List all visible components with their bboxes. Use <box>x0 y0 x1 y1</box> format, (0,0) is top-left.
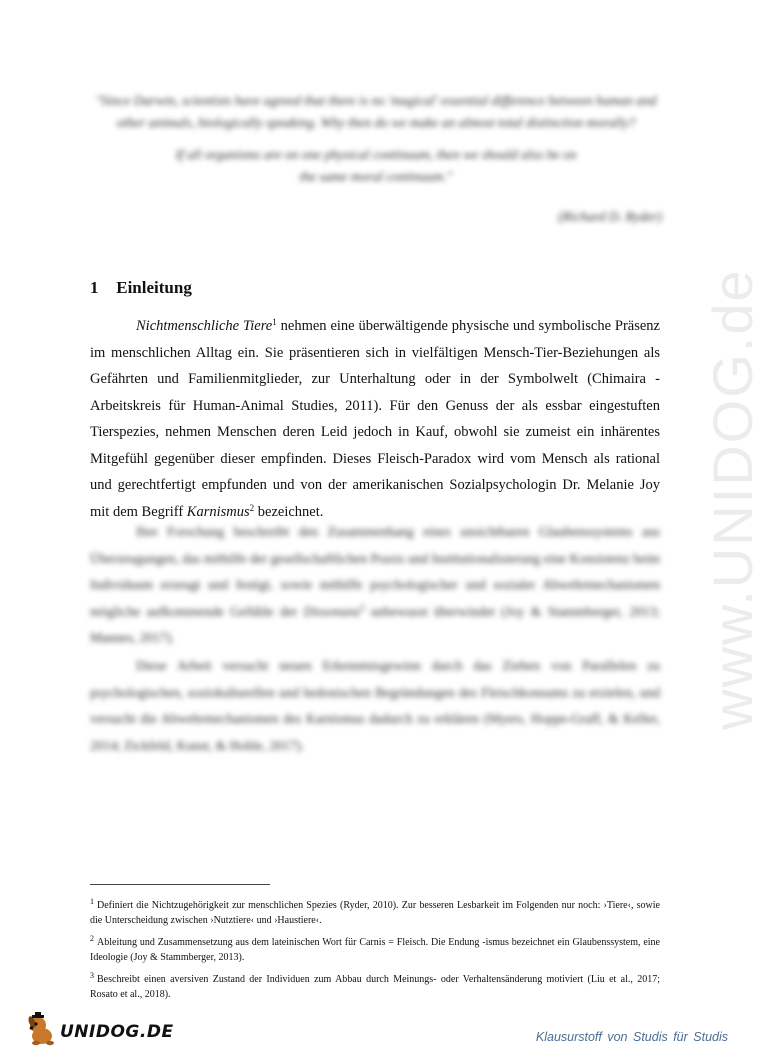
footnote-ref-1: 1 <box>272 317 277 327</box>
section-number: 1 <box>90 278 99 297</box>
term-karnismus: Karnismus <box>186 503 250 520</box>
paragraph-1 <box>90 313 660 525</box>
footnote-1-text: Definiert die Nichtzugehörigkeit zur menschlichen Spezies (Ryder, 2010). Zur besseren Lesbarkeit im Folgenden nur noch: ›Tiere‹, sowie die Unterscheidung zwischen ›Nutztiere‹ und ›Haustiere‹. <box>90 900 660 926</box>
footnotes <box>90 895 660 1006</box>
footnote-divider <box>90 884 270 885</box>
footnote-2-text: Ableitung und Zusammensetzung aus dem lateinischen Wort für Carnis = Fleisch. Die Endung -ismus bezeichnet ein Glaubenssystem, eine Ideologie (Joy & Stammberger, 2013). <box>90 937 660 963</box>
paragraph-3: Diese Arbeit versucht neuen Erkenntnisgewinn durch das Ziehen von Parallelen zu psychologischen, soziokulturellen und hedonischen Begründungen des Fleischkonsums zu erzielen, und versucht die Abwehrmechanismen des Karnismus dadurch zu erklären (Myers, Hoppe-Graff, & Keller, 2014; Zickfeld, Kunst, & Hohle, 2017). <box>90 658 660 753</box>
dog-mascot-icon <box>24 1012 60 1048</box>
epigraph-author: (Richard D. Ryder) <box>558 209 662 224</box>
watermark: www.UNIDOG.de <box>701 268 764 730</box>
paragraph-2 <box>90 519 660 652</box>
footnote-2-number: 2 <box>90 934 94 943</box>
footer-tagline: Klausurstoff von Studis für Studis <box>535 1030 728 1044</box>
paragraph-1-text-a: nehmen eine überwältigende physische und symbolische Präsenz im menschlichen Alltag ein. Sie präsentieren sich in vielfältigen Mensch-Tier-Beziehungen als Gefährten und Familienmitglieder, zur Unterhaltung oder in der Symbolwelt (Chimaira - Arbeitskreis für Human-Animal Studies, 2011). Für den Genuss der als essbar eingestuften Tierspezies, nehmen Menschen deren Leid jedoch in Kauf, obwohl sie zumeist ein inhärentes Mitgefühl gegenüber dieser empfinden. Dieses Fleisch-Paradox wird vom Mensch als rational und gerechtfertigt empfunden und von der amerikanischen Sozialpsychologin Dr. Melanie Joy mit dem Begriff <box>90 318 660 520</box>
paragraph-2-text-b: unbewusst überwindet (Joy & Stammberger, 2013; Mannes, 2017). <box>90 603 660 645</box>
section-title: Einleitung <box>116 278 192 297</box>
footnote-2 <box>90 932 660 965</box>
footnote-1 <box>90 895 660 928</box>
epigraph-quote-2: If all organisms are on one physical continuum, then we should also be on the same moral continuum." <box>175 147 577 184</box>
footnote-ref-3: 3 <box>359 602 365 613</box>
unidog-logo[interactable] <box>24 1010 174 1050</box>
footnote-3-text: Beschreibt einen aversiven Zustand der Individuen zum Abbau durch Meinungs- oder Verhaltensänderung motiviert (Liu et al., 2017; Rosato et al., 2018). <box>90 974 660 1000</box>
epigraph <box>88 90 664 224</box>
epigraph-quote-1: "Since Darwin, scientists have agreed that there is no 'magical' essential difference between human and other animals, biologically speaking. Why then do we make an almost total distinction morally? <box>95 93 657 130</box>
logo-text: UNIDOG.DE <box>60 1022 174 1042</box>
paragraph-2-text-a: Ihre Forschung beschreibt den Zusammenhang eines unsichtbaren Glaubenssystems aus Überzeugungen, das mithilfe der gesellschaftlichen Praxis und Institutionalisierung eine Konsistenz beim Individuum erzeugt und festigt, sowie mithilfe psychologischer und sozialer Abwehrmechanismen mögliche aufkommende Gefühle der <box>90 524 660 619</box>
section-heading <box>90 278 192 298</box>
term-dissonanz: Dissonanz <box>303 603 360 619</box>
term-nichtmenschliche-tiere: Nichtmenschliche Tiere <box>136 318 273 334</box>
footnote-3 <box>90 969 660 1002</box>
footnote-3-number: 3 <box>90 971 94 980</box>
paragraph-1-text-b: bezeichnet. <box>254 503 324 520</box>
footnote-ref-2: 2 <box>249 502 255 513</box>
footnote-1-number: 1 <box>90 897 94 906</box>
